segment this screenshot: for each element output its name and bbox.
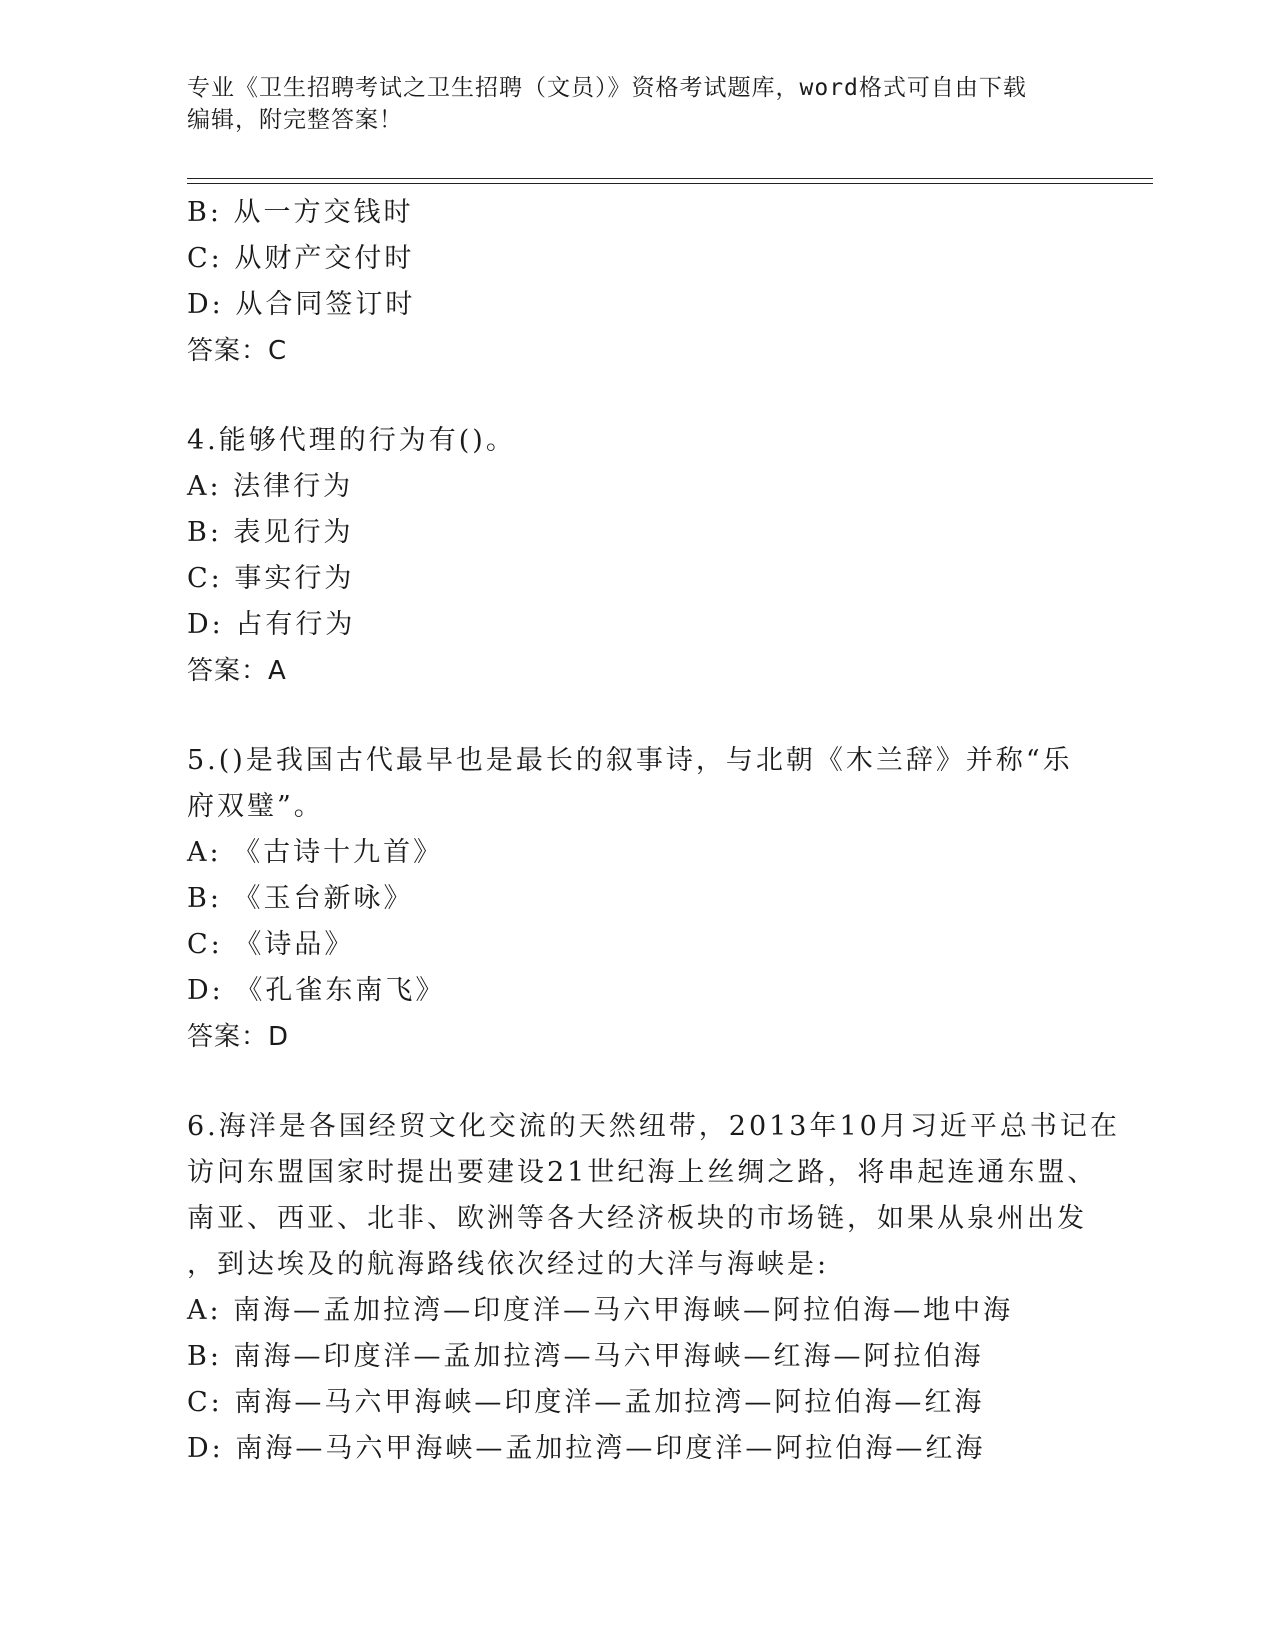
document-body (187, 190, 1120, 1472)
option-d: D: 占有行为 (187, 609, 356, 640)
question-stem-line-1: 6.海洋是各国经贸文化交流的天然纽带，2013年10月习近平总书记在 (187, 1111, 1120, 1142)
option-c: C: 从财产交付时 (187, 243, 415, 274)
option-a: A: 南海—孟加拉湾—印度洋—马六甲海峡—阿拉伯海—地中海 (187, 1295, 1014, 1326)
question-stem-line-1: 5.()是我国古代最早也是最长的叙事诗，与北朝《木兰辞》并称“乐 (187, 745, 1073, 776)
option-b: B: 《玉台新咏》 (187, 883, 414, 914)
option-a: A: 《古诗十九首》 (187, 837, 444, 868)
question-5 (187, 738, 1087, 1060)
option-c: C: 事实行为 (187, 563, 355, 594)
question-3-tail (187, 190, 1087, 374)
header-line-2: 编辑，附完整答案！ (187, 107, 403, 133)
question-6 (187, 1104, 1120, 1472)
question-4 (187, 418, 1087, 694)
option-c: C: 《诗品》 (187, 929, 355, 960)
answer: 答案：C (187, 336, 288, 366)
question-stem: 4.能够代理的行为有()。 (187, 425, 516, 456)
option-b: B: 表见行为 (187, 517, 354, 548)
option-d: D: 《孔雀东南飞》 (187, 975, 446, 1006)
option-c: C: 南海—马六甲海峡—印度洋—孟加拉湾—阿拉伯海—红海 (187, 1387, 985, 1418)
question-stem-line-3: 南亚、西亚、北非、欧洲等各大经济板块的市场链，如果从泉州出发 (187, 1203, 1087, 1234)
question-stem-line-2: 访问东盟国家时提出要建设21世纪海上丝绸之路，将串起连通东盟、 (187, 1157, 1098, 1188)
answer: 答案：D (187, 1022, 290, 1052)
question-stem-line-4: ，到达埃及的航海路线依次经过的大洋与海峡是: (187, 1249, 830, 1280)
answer: 答案：A (187, 656, 287, 686)
header-divider-bottom (187, 183, 1153, 184)
header-line-1: 专业《卫生招聘考试之卫生招聘（文员）》资格考试题库，word格式可自由下载 (187, 75, 1027, 101)
option-b: B: 南海—印度洋—孟加拉湾—马六甲海峡—红海—阿拉伯海 (187, 1341, 984, 1372)
option-b: B: 从一方交钱时 (187, 197, 414, 228)
option-d: D: 从合同签订时 (187, 289, 416, 320)
question-stem-line-2: 府双璧”。 (187, 791, 324, 822)
header-divider-top (187, 178, 1153, 179)
option-a: A: 法律行为 (187, 471, 354, 502)
document-header (187, 72, 1087, 136)
option-d: D: 南海—马六甲海峡—孟加拉湾—印度洋—阿拉伯海—红海 (187, 1433, 986, 1464)
